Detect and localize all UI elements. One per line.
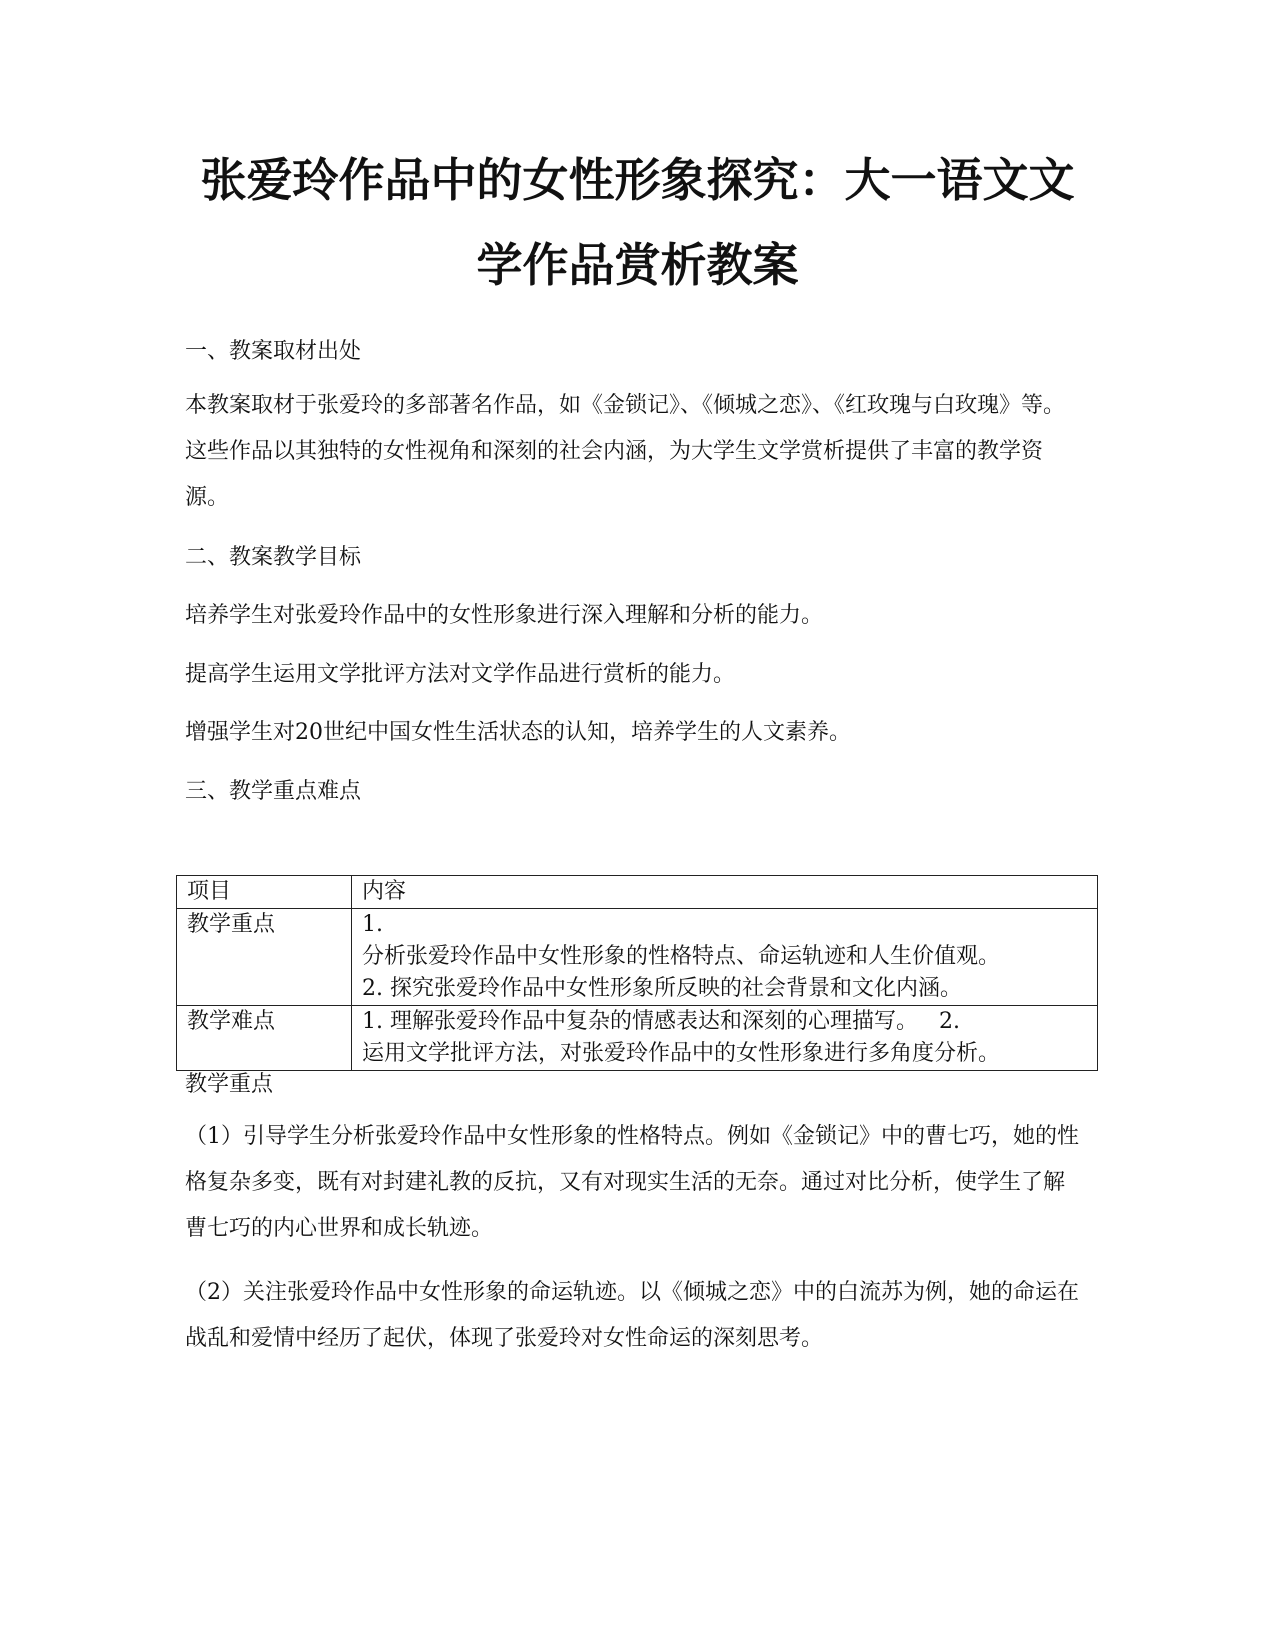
- document-title-line-1: 张爱玲作品中的女性形象探究：大一语文文: [200, 153, 1075, 207]
- table-header-cell: 内容: [352, 876, 1098, 909]
- focus-point: （1）引导学生分析张爱玲作品中女性形象的性格特点。例如《金锁记》中的曹七巧，她的性格复杂多变，既有对封建礼教的反抗，又有对现实生活的无奈。通过对比分析，使学生了解曹七巧的内心世界和成长轨迹。: [185, 1124, 1080, 1241]
- goal-item: 提高学生运用文学批评方法对文学作品进行赏析的能力。: [185, 662, 736, 687]
- section-1-heading: 一、教案取材出处: [185, 339, 362, 364]
- section-3-heading: 三、教学重点难点: [185, 779, 362, 804]
- cell-line: 分析张爱玲作品中女性形象的性格特点、命运轨迹和人生价值观。: [362, 944, 1001, 969]
- goal-item: 增强学生对20世纪中国女性生活状态的认知，培养学生的人文素养。: [185, 720, 851, 745]
- key-points-table: [176, 875, 1098, 1071]
- section-2-heading: 二、教案教学目标: [185, 545, 362, 570]
- cell-line: 1.: [362, 912, 383, 937]
- table-cell-item: 教学难点: [177, 1006, 352, 1071]
- table-header-cell: 项目: [177, 876, 352, 909]
- cell-line: 1. 理解张爱玲作品中复杂的情感表达和深刻的心理描写。 2.: [362, 1009, 960, 1034]
- goal-item: 培养学生对张爱玲作品中的女性形象进行深入理解和分析的能力。: [185, 603, 824, 628]
- table-row: [177, 909, 1098, 1006]
- table-cell-item: 教学重点: [177, 909, 352, 1006]
- table-row: [177, 1006, 1098, 1071]
- table-cell-content: [352, 1006, 1098, 1071]
- section-1-body: 本教案取材于张爱玲的多部著名作品，如《金锁记》、《倾城之恋》、《红玫瑰与白玫瑰》等。这些作品以其独特的女性视角和深刻的社会内涵，为大学生文学赏析提供了丰富的教学资源。: [185, 393, 1066, 510]
- table-header-row: [177, 876, 1098, 909]
- focus-point: （2）关注张爱玲作品中女性形象的命运轨迹。以《倾城之恋》中的白流苏为例，她的命运在战乱和爱情中经历了起伏，体现了张爱玲对女性命运的深刻思考。: [185, 1280, 1080, 1351]
- table-cell-content: [352, 909, 1098, 1006]
- cell-line: 运用文学批评方法，对张爱玲作品中的女性形象进行多角度分析。: [362, 1041, 1001, 1066]
- cell-line: 2. 探究张爱玲作品中女性形象所反映的社会背景和文化内涵。: [362, 976, 962, 1001]
- document-title-line-2: 学作品赏析教案: [476, 238, 799, 292]
- sub-label-teaching-focus: 教学重点: [185, 1072, 274, 1097]
